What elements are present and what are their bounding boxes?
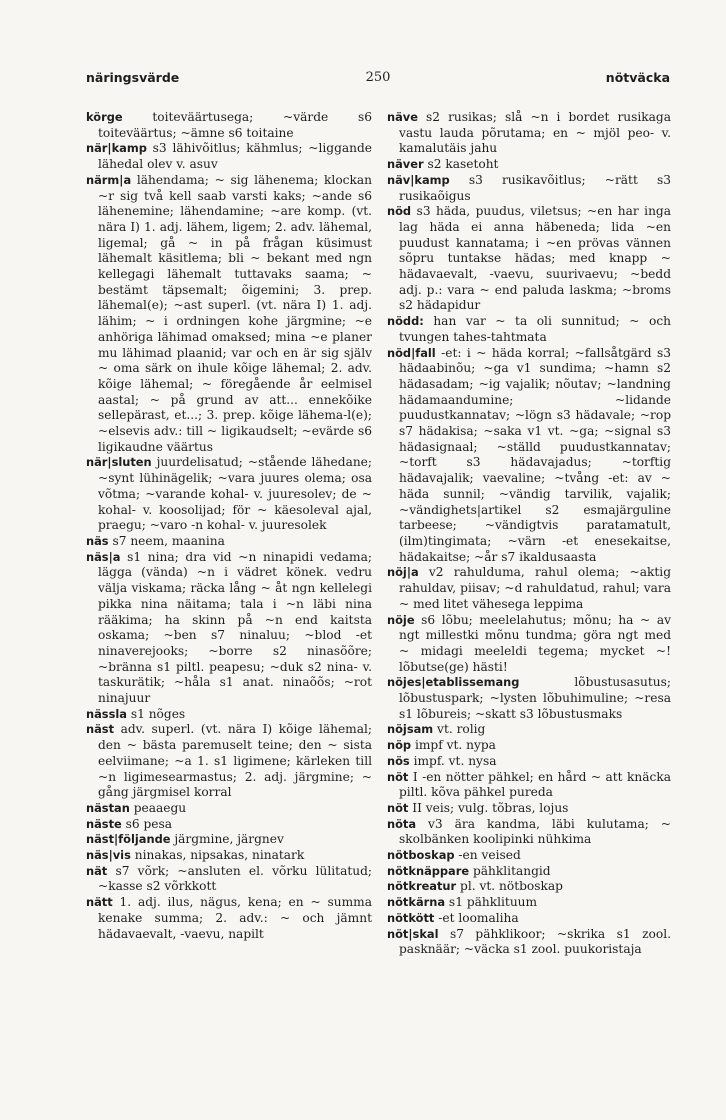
dictionary-entry: nöp impf vt. nypa: [387, 738, 496, 753]
dictionary-entry: nöd|fall -et: i ~ häda korral; ~fallsåtgärd s3 hädaabinõu; ~ga v1 sundima; ~hamn s2 hädasadam; ~ig vajalik; nõutav; ~landning hädamaandumine; ~lidande puudustkannatav; ~lögn s3 hädavale; ~rop s7 hädakisa; ~saka v1 vt. ~ga; ~signal s3 hädasignaal; ~ställd puudustkannatav; ~torft s3 hädavajadus; ~torftig hädavajalik; vaevaline; ~tvång -et: av ~ häda sunnil; ~vändig tarvilik, vajalik; ~vändighets|artikel s2 esmajärguline tarbeese; ~vändigtvis paratamatult, (ilm)tingimata; ~värn -et enesekaitse, hädakaitse; ~år s7 ikaldusaasta: [387, 345, 671, 564]
dictionary-entry: nätt 1. adj. ilus, nägus, kena; en ~ summa kenake summa; 2. adv.: ~ och jämnt hädavaevalt, -vaevu, napilt: [86, 895, 372, 941]
left-column: [86, 110, 372, 1110]
dictionary-entry: nötknäppare pähklitangid: [387, 863, 551, 878]
headword: nöd: [387, 204, 412, 219]
headword: näs|a: [86, 549, 121, 564]
headword: nöjes|etablissemang: [387, 675, 520, 690]
dictionary-entry: nässla s1 nõges: [86, 706, 186, 721]
dictionary-entry: nötkreatur pl. vt. nötboskap: [387, 879, 563, 894]
dictionary-entry: nöt II veis; vulg. tõbras, lojus: [387, 800, 569, 815]
dictionary-entry: näst|följande järgmine, järgnev: [86, 832, 284, 847]
dictionary-entry: näs|vis ninakas, nipsakas, ninatark: [86, 848, 305, 863]
dictionary-entry: nöje s6 lõbu; meelelahutus; mõnu; ha ~ av ngt millestki mõnu tundma; göra ngt med ~ midagi meeleldi tegema; mycket ~! lõbutse(ge) hästi!: [387, 612, 671, 674]
dictionary-entry: näs s7 neem, maanina: [86, 533, 225, 548]
page-number: 250: [365, 70, 391, 85]
headword: nötknäppare: [387, 863, 470, 878]
dictionary-entry: nöj|a v2 rahulduma, rahul olema; ~aktig rahuldav, piisav; ~d rahuldatud, rahul; vara ~ med litet vähesega leppima: [387, 565, 671, 611]
headword: nötkött: [387, 910, 435, 925]
headword: nöt: [387, 769, 409, 784]
dictionary-entry: körge toiteväärtusega; ~värde s6 toiteväärtus; ~ämne s6 toitaine: [86, 110, 372, 140]
dictionary-entry: nät s7 võrk; ~ansluten el. võrku lülitatud; ~kasse s2 võrkkott: [86, 863, 372, 894]
dictionary-entry: nöd s3 häda, puudus, viletsus; ~en har inga lag häda ei anna häbeneda; lida ~en puudust kannatama; i ~en prövas vännen sõpru tuntakse hädas; med knapp ~ hädavaevalt, -vaevu, suurivaevu; ~bedd adj. p.: vara ~ end paluda laskma; ~broms s2 hädapidur: [387, 204, 671, 313]
page-header: [86, 70, 670, 90]
headword: näs: [86, 533, 109, 548]
dictionary-entry: nös impf. vt. nysa: [387, 753, 497, 768]
dictionary-entry: närm|a lähendama; ~ sig lähenema; klockan ~r sig två kell saab varsti kaks; ~ande s6 lähenemine; lähendamine; ~are komp. (vt. nära I) 1. adj. lähem, ligem; 2. adv. lähemal, ligemal; gå ~ in på frågan küsimust lähemalt käsitlema; bli ~ bekant med ngn kellegagi lähemalt tuttavaks saama; ~ bestämt täpsemalt; õigemini; 3. prep. lähemal(e); ~ast superl. (vt. nära I) 1. adj. lähim; ~ i ordningen kohe järgmine; ~e anhöriga lähimad omaksed; mina ~e planer mu lähimad plaanid; var och en är sig själv ~ oma särk on ihule kõige lähemal; 2. adv. kõige lähemal; ~ föregående år eelmisel aastal; ~ på grund av att... ennekõike sellepärast, et...; 3. prep. kõige lähema-l(e); ~elsevis adv.: till ~ ligikaudselt; ~evärde s6 ligikaudne väärtus: [86, 172, 372, 454]
headword: näst|följande: [86, 832, 171, 847]
running-head-last-word: nötväcka: [605, 70, 670, 85]
dictionary-entry: näste s6 pesa: [86, 816, 173, 831]
dictionary-entry: näve s2 rusikas; slå ~n i bordet rusikaga vastu lauda põrutama; en ~ mjöl peo- v. kamalutäis jahu: [387, 110, 671, 156]
headword: näste: [86, 816, 122, 831]
headword: nöp: [387, 738, 412, 753]
headword: nässla: [86, 706, 127, 721]
headword: nästan: [86, 800, 130, 815]
headword: närm|a: [86, 172, 132, 187]
dictionary-entry: nötkärna s1 pähklituum: [387, 895, 538, 910]
dictionary-entry: nöta v3 ära kandma, läbi kulutama; ~ skolbänken koolipinki nühkima: [387, 816, 671, 847]
dictionary-entry: nödd: han var ~ ta oli sunnitud; ~ och tvungen tahes-tahtmata: [387, 314, 671, 344]
headword: nätt: [86, 895, 113, 910]
dictionary-entry: nötboskap -en veised: [387, 848, 521, 863]
dictionary-entry: nästan peaaegu: [86, 800, 187, 815]
headword: när|sluten: [86, 455, 152, 470]
dictionary-entry: nöt I -en nötter pähkel; en hård ~ att knäcka piltl. kõva pähkel pureda: [387, 769, 671, 800]
headword: nöj|a: [387, 565, 419, 580]
dictionary-entry: nöt|skal s7 pähklikoor; ~skrika s1 zool. pasknäär; ~väcka s1 zool. puukoristaja: [387, 926, 671, 957]
headword: nödd:: [387, 314, 424, 329]
headword: näst: [86, 722, 115, 737]
dictionary-entry: näst adv. superl. (vt. nära I) kõige lähemal; den ~ bästa paremuselt teine; den ~ sista eelviimane; ~a 1. s1 ligimene; kärleken till ~n ligimesearmastus; 2. adj. järgmine; ~ gång järgmisel korral: [86, 722, 372, 800]
dictionary-entry: näs|a s1 nina; dra vid ~n ninapidi vedama; lägga (vända) ~n i vädret könek. vedru välja viskama; räcka lång ~ åt ngn kellelegi pikka nina näitama; tala i ~n läbi nina rääkima; ha skinn på ~n end kaitsta oskama; ~ben s7 ninaluu; ~blod -et ninaverejooks; ~borre s2 ninasõõre; ~bränna s1 piltl. peapesu; ~duk s2 nina- v. taskurätik; ~håla s1 anat. ninaõõs; ~rot ninajuur: [86, 549, 372, 706]
headword: nöt|skal: [387, 926, 439, 941]
headword: nöta: [387, 816, 417, 831]
headword: nöt: [387, 800, 409, 815]
dictionary-entry: när|kamp s3 lähivõitlus; kähmlus; ~liggande lähedal olev v. asuv: [86, 141, 372, 172]
headword: nät: [86, 863, 108, 878]
dictionary-entry: nöjes|etablissemang lõbustusasutus; lõbustuspark; ~lysten lõbuhimuline; ~resa s1 lõbureis; ~skatt s3 lõbustusmaks: [387, 675, 671, 721]
headword: körge: [86, 110, 123, 124]
running-head-first-word: näringsvärde: [86, 70, 180, 85]
headword: nötkärna: [387, 895, 446, 910]
headword: näs|vis: [86, 848, 131, 863]
right-column: [387, 110, 671, 1110]
headword: näv|kamp: [387, 172, 450, 187]
dictionary-entry: nöjsam vt. rolig: [387, 722, 486, 737]
dictionary-entry: näv|kamp s3 rusikavõitlus; ~rätt s3 rusikaõigus: [387, 172, 671, 203]
dictionary-entry: när|sluten juurdelisatud; ~stående lähedane; ~synt lühinägelik; ~vara juures olema; osa võtma; ~varande kohal- v. juuresolev; de ~ kohal- v. koosolijad; för ~ käesoleval ajal, praegu; ~varo -n kohal- v. juuresolek: [86, 455, 372, 533]
dictionary-entry: nötkött -et loomaliha: [387, 910, 519, 925]
headword: nötkreatur: [387, 879, 457, 894]
headword: när|kamp: [86, 141, 147, 156]
headword: nöd|fall: [387, 345, 436, 360]
dictionary-entry: näver s2 kasetoht: [387, 157, 499, 172]
headword: nös: [387, 753, 410, 768]
headword: nöje: [387, 612, 415, 627]
headword: näver: [387, 157, 424, 172]
headword: nöjsam: [387, 722, 434, 737]
headword: näve: [387, 110, 418, 124]
headword: nötboskap: [387, 848, 455, 863]
